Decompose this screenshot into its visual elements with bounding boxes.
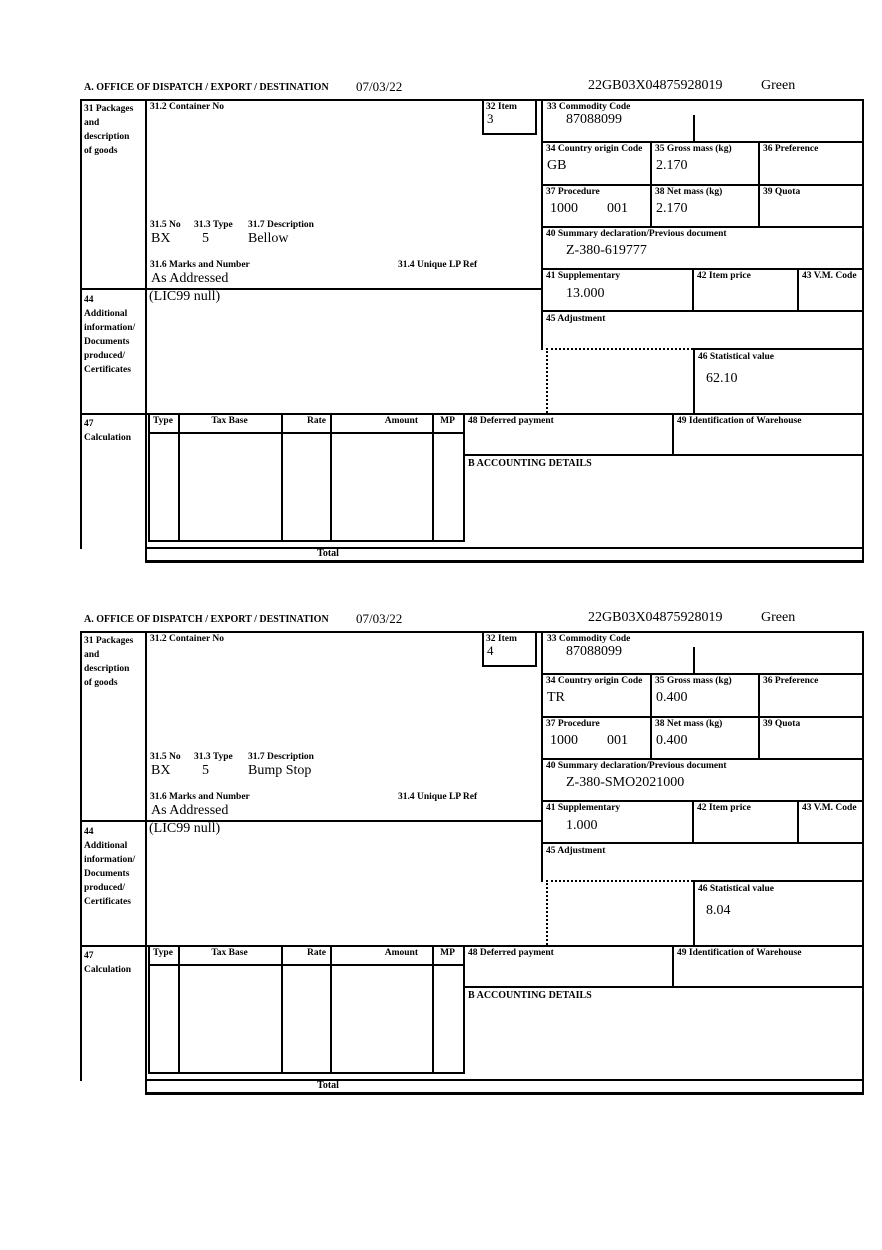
- item-number-value: 3: [487, 111, 494, 126]
- border-line: [80, 945, 864, 947]
- border-line: [541, 631, 543, 882]
- routing-status: Green: [761, 610, 796, 625]
- border-line: [693, 348, 864, 350]
- border-line: [330, 413, 332, 542]
- box45-adjustment-label: 45 Adjustment: [546, 314, 606, 324]
- goods-description-value: Bump Stop: [248, 763, 312, 778]
- border-line: [541, 226, 864, 228]
- box31-3-type-label: 31.3 Type: [194, 752, 233, 762]
- border-line: [463, 986, 864, 988]
- box31-packages-label: 31 Packages and description of goods: [84, 104, 134, 156]
- calc-rate-header: Rate: [307, 948, 326, 958]
- border-line: [541, 184, 864, 186]
- package-no-value: BX: [151, 231, 171, 246]
- statistical-value: 62.10: [706, 371, 738, 386]
- border-line: [692, 800, 694, 844]
- border-line: [535, 99, 537, 135]
- border-line: [650, 673, 652, 760]
- border-line: [432, 413, 434, 542]
- box31-7-description-label: 31.7 Description: [248, 220, 314, 230]
- declaration-item-slot-1: [80, 78, 870, 581]
- net-mass-value: 0.400: [656, 733, 688, 748]
- additional-information-value: (LIC99 null): [149, 821, 221, 836]
- statistical-value: 8.04: [706, 903, 731, 918]
- border-line: [693, 880, 864, 882]
- country-origin-value: GB: [547, 158, 567, 173]
- box42-item-price-label: 42 Item price: [697, 803, 751, 813]
- calc-amount-header: Amount: [384, 416, 418, 426]
- box31-packages-label: 31 Packages and description of goods: [84, 636, 134, 688]
- border-line: [145, 99, 147, 563]
- calc-amount-header: Amount: [384, 948, 418, 958]
- package-type-value: 5: [202, 231, 209, 246]
- procedure-ext-value: 001: [607, 201, 628, 216]
- border-line: [797, 800, 799, 844]
- border-line: [535, 631, 537, 667]
- office-of-dispatch-label: A. OFFICE OF DISPATCH / EXPORT / DESTINATION: [84, 82, 329, 93]
- box31-4-unique-lp-ref-label: 31.4 Unique LP Ref: [398, 260, 478, 270]
- border-line: [541, 800, 864, 802]
- procedure-ext-value: 001: [607, 733, 628, 748]
- box32-item-label: 32 Item: [486, 102, 517, 112]
- border-line: [672, 413, 674, 456]
- package-no-value: BX: [151, 763, 171, 778]
- dispatch-date: 07/03/22: [356, 79, 403, 94]
- calc-tax-base-header: Tax Base: [211, 948, 248, 958]
- calc-mp-header: MP: [440, 948, 455, 958]
- box41-supplementary-label: 41 Supplementary: [546, 271, 621, 281]
- box31-2-container-no-label: 31.2 Container No: [150, 102, 224, 112]
- additional-information-value: (LIC99 null): [149, 289, 221, 304]
- box45-adjustment-label: 45 Adjustment: [546, 846, 606, 856]
- box35-gross-mass-label: 35 Gross mass (kg): [655, 676, 732, 686]
- border-line: [80, 631, 864, 633]
- box48-deferred-payment-label: 48 Deferred payment: [468, 416, 554, 426]
- border-line: [758, 141, 760, 228]
- border-line: [80, 99, 864, 101]
- calc-type-header: Type: [153, 948, 173, 958]
- declaration-item-section: [80, 610, 870, 1113]
- border-line: [148, 413, 150, 542]
- border-line: [432, 945, 434, 1074]
- calc-tax-base-header: Tax Base: [211, 416, 248, 426]
- border-line: [80, 413, 864, 415]
- border-line: [541, 842, 864, 844]
- box31-6-marks-label: 31.6 Marks and Number: [150, 260, 250, 270]
- box41-supplementary-label: 41 Supplementary: [546, 803, 621, 813]
- item-number-value: 4: [487, 643, 494, 658]
- border-line: [463, 454, 864, 456]
- border-line: [541, 99, 543, 350]
- country-origin-value: TR: [547, 690, 565, 705]
- box46-statistical-value-label: 46 Statistical value: [698, 352, 774, 362]
- border-line: [148, 1072, 465, 1074]
- box34-country-origin-label: 34 Country origin Code: [546, 144, 643, 154]
- box44-additional-info-label: 44 Additional information/ Documents produced/ Certificates: [84, 295, 136, 375]
- border-line: [330, 945, 332, 1074]
- border-line: [541, 673, 864, 675]
- border-line: [541, 758, 864, 760]
- box33-commodity-code-label: 33 Commodity Code: [547, 102, 631, 112]
- border-line: [148, 964, 465, 966]
- box35-gross-mass-label: 35 Gross mass (kg): [655, 144, 732, 154]
- previous-document-value: Z-380-619777: [566, 243, 647, 258]
- gross-mass-value: 0.400: [656, 690, 688, 705]
- border-line: [693, 880, 695, 947]
- border-line: [463, 945, 465, 1074]
- previous-document-value: Z-380-SMO2021000: [566, 775, 685, 790]
- border-line: [797, 268, 799, 312]
- calc-total-label: Total: [317, 1080, 339, 1091]
- box31-3-type-label: 31.3 Type: [194, 220, 233, 230]
- border-line: [482, 99, 484, 135]
- goods-description-value: Bellow: [248, 231, 289, 246]
- marks-and-numbers-value: As Addressed: [151, 803, 229, 818]
- border-line: [541, 310, 864, 312]
- border-line: [672, 945, 674, 988]
- supplementary-units-value: 1.000: [566, 818, 598, 833]
- box47-calculation-label: 47 Calculation: [84, 951, 131, 975]
- gross-mass-value: 2.170: [656, 158, 688, 173]
- border-line: [692, 268, 694, 312]
- procedure-value: 1000: [550, 201, 578, 216]
- box31-5-no-label: 31.5 No: [150, 752, 181, 762]
- border-line: [148, 432, 465, 434]
- commodity-code-value: 87088099: [566, 112, 622, 127]
- box43-vm-code-label: 43 V.M. Code: [802, 271, 857, 281]
- accounting-details-label: B ACCOUNTING DETAILS: [468, 458, 592, 469]
- box36-preference-label: 36 Preference: [763, 144, 819, 154]
- dotted-border-line: [546, 880, 548, 945]
- box34-country-origin-label: 34 Country origin Code: [546, 676, 643, 686]
- box40-summary-declaration-label: 40 Summary declaration/Previous document: [546, 229, 727, 239]
- box36-preference-label: 36 Preference: [763, 676, 819, 686]
- box31-7-description-label: 31.7 Description: [248, 752, 314, 762]
- border-line: [541, 141, 864, 143]
- border-line: [693, 348, 695, 415]
- border-line: [148, 945, 150, 1074]
- border-line: [178, 413, 180, 542]
- dotted-border-line: [546, 348, 693, 350]
- border-line: [80, 99, 82, 549]
- box32-item-label: 32 Item: [486, 634, 517, 644]
- declaration-item-section: [80, 78, 870, 581]
- border-line: [482, 665, 537, 667]
- border-line: [862, 99, 864, 563]
- box31-5-no-label: 31.5 No: [150, 220, 181, 230]
- box31-2-container-no-label: 31.2 Container No: [150, 634, 224, 644]
- calc-type-header: Type: [153, 416, 173, 426]
- border-line: [145, 1092, 864, 1095]
- calc-rate-header: Rate: [307, 416, 326, 426]
- box38-net-mass-label: 38 Net mass (kg): [655, 719, 723, 729]
- calc-mp-header: MP: [440, 416, 455, 426]
- box31-4-unique-lp-ref-label: 31.4 Unique LP Ref: [398, 792, 478, 802]
- border-line: [541, 268, 864, 270]
- border-line: [650, 141, 652, 228]
- box48-deferred-payment-label: 48 Deferred payment: [468, 948, 554, 958]
- dotted-border-line: [546, 348, 548, 413]
- commodity-code-value: 87088099: [566, 644, 622, 659]
- dispatch-date: 07/03/22: [356, 611, 403, 626]
- office-of-dispatch-label: A. OFFICE OF DISPATCH / EXPORT / DESTINATION: [84, 614, 329, 625]
- border-line: [178, 945, 180, 1074]
- dotted-border-line: [546, 880, 693, 882]
- border-line: [281, 413, 283, 542]
- net-mass-value: 2.170: [656, 201, 688, 216]
- border-line: [541, 716, 864, 718]
- box39-quota-label: 39 Quota: [763, 187, 801, 197]
- box42-item-price-label: 42 Item price: [697, 271, 751, 281]
- border-line: [80, 631, 82, 1081]
- box46-statistical-value-label: 46 Statistical value: [698, 884, 774, 894]
- marks-and-numbers-value: As Addressed: [151, 271, 229, 286]
- box38-net-mass-label: 38 Net mass (kg): [655, 187, 723, 197]
- procedure-value: 1000: [550, 733, 578, 748]
- declaration-item-slot-2: [80, 610, 870, 1113]
- package-type-value: 5: [202, 763, 209, 778]
- box47-calculation-label: 47 Calculation: [84, 419, 131, 443]
- routing-status: Green: [761, 78, 796, 93]
- border-line: [482, 133, 537, 135]
- box40-summary-declaration-label: 40 Summary declaration/Previous document: [546, 761, 727, 771]
- border-line: [862, 631, 864, 1095]
- supplementary-units-value: 13.000: [566, 286, 605, 301]
- box44-additional-info-label: 44 Additional information/ Documents produced/ Certificates: [84, 827, 136, 907]
- box31-6-marks-label: 31.6 Marks and Number: [150, 792, 250, 802]
- border-line: [148, 540, 465, 542]
- box49-warehouse-label: 49 Identification of Warehouse: [677, 948, 802, 958]
- border-line: [145, 560, 864, 563]
- box37-procedure-label: 37 Procedure: [546, 187, 600, 197]
- border-line: [145, 631, 147, 1095]
- movement-reference-number: 22GB03X04875928019: [588, 610, 723, 625]
- border-line: [463, 413, 465, 542]
- box37-procedure-label: 37 Procedure: [546, 719, 600, 729]
- border-line: [758, 673, 760, 760]
- border-line: [482, 631, 484, 667]
- movement-reference-number: 22GB03X04875928019: [588, 78, 723, 93]
- calc-total-label: Total: [317, 548, 339, 559]
- border-line: [693, 115, 695, 143]
- box49-warehouse-label: 49 Identification of Warehouse: [677, 416, 802, 426]
- box43-vm-code-label: 43 V.M. Code: [802, 803, 857, 813]
- box33-commodity-code-label: 33 Commodity Code: [547, 634, 631, 644]
- accounting-details-label: B ACCOUNTING DETAILS: [468, 990, 592, 1001]
- border-line: [281, 945, 283, 1074]
- border-line: [693, 647, 695, 675]
- box39-quota-label: 39 Quota: [763, 719, 801, 729]
